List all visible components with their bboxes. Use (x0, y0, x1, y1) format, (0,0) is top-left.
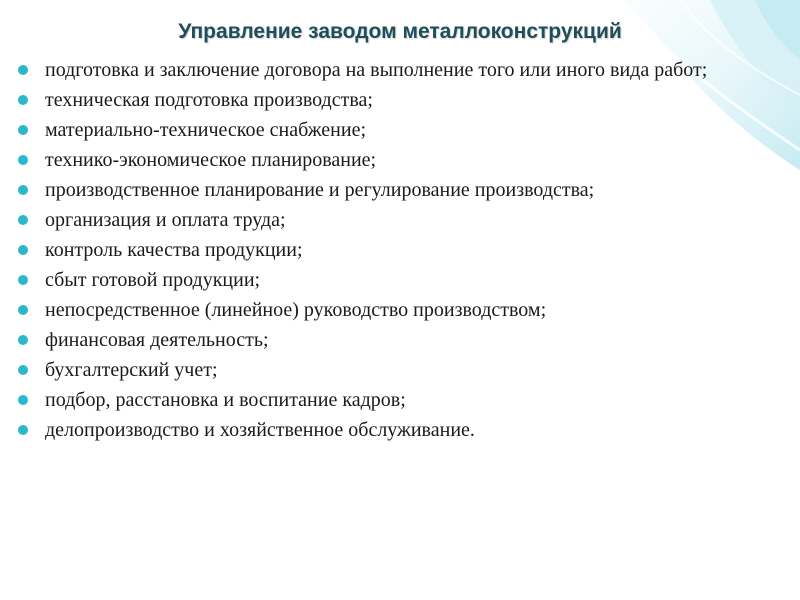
circle-bullet-icon (18, 275, 28, 285)
circle-bullet-icon (18, 425, 28, 435)
list-item (18, 238, 770, 262)
circle-bullet-icon (18, 365, 28, 375)
list-item (18, 268, 770, 292)
list-item-text: непосредственное (линейное) руководство производством; (45, 299, 547, 321)
list-item-text: производственное планирование и регулирование производства; (45, 179, 595, 201)
circle-bullet-icon (18, 125, 28, 135)
list-item-text: контроль качества продукции; (45, 239, 303, 261)
list-item (18, 88, 770, 112)
list-item (18, 298, 770, 322)
list-item (18, 358, 770, 382)
circle-bullet-icon (18, 65, 28, 75)
list-item (18, 178, 770, 202)
list-item-text: технико-экономическое планирование; (45, 149, 377, 171)
circle-bullet-icon (18, 395, 28, 405)
list-item-text: сбыт готовой продукции; (45, 269, 261, 291)
list-item (18, 388, 770, 412)
circle-bullet-icon (18, 305, 28, 315)
list-item (18, 58, 770, 82)
circle-bullet-icon (18, 245, 28, 255)
circle-bullet-icon (18, 95, 28, 105)
circle-bullet-icon (18, 335, 28, 345)
list-item (18, 208, 770, 232)
bullet-list (18, 58, 770, 448)
list-item (18, 418, 770, 442)
list-item (18, 148, 770, 172)
list-item-text: бухгалтерский учет; (45, 359, 218, 381)
list-item-text: организация и оплата труда; (45, 209, 286, 231)
circle-bullet-icon (18, 185, 28, 195)
list-item-text: делопроизводство и хозяйственное обслуживание. (45, 419, 475, 441)
list-item (18, 118, 770, 142)
list-item (18, 328, 770, 352)
slide-title: Управление заводом металлоконструкций (178, 20, 622, 43)
list-item-text: подбор, расстановка и воспитание кадров; (45, 389, 406, 411)
list-item-text: финансовая деятельность; (45, 329, 269, 351)
list-item-text: подготовка и заключение договора на выполнение того или иного вида работ; (45, 59, 708, 81)
list-item-text: техническая подготовка производства; (45, 89, 373, 111)
circle-bullet-icon (18, 155, 28, 165)
circle-bullet-icon (18, 215, 28, 225)
list-item-text: материально-техническое снабжение; (45, 119, 367, 141)
